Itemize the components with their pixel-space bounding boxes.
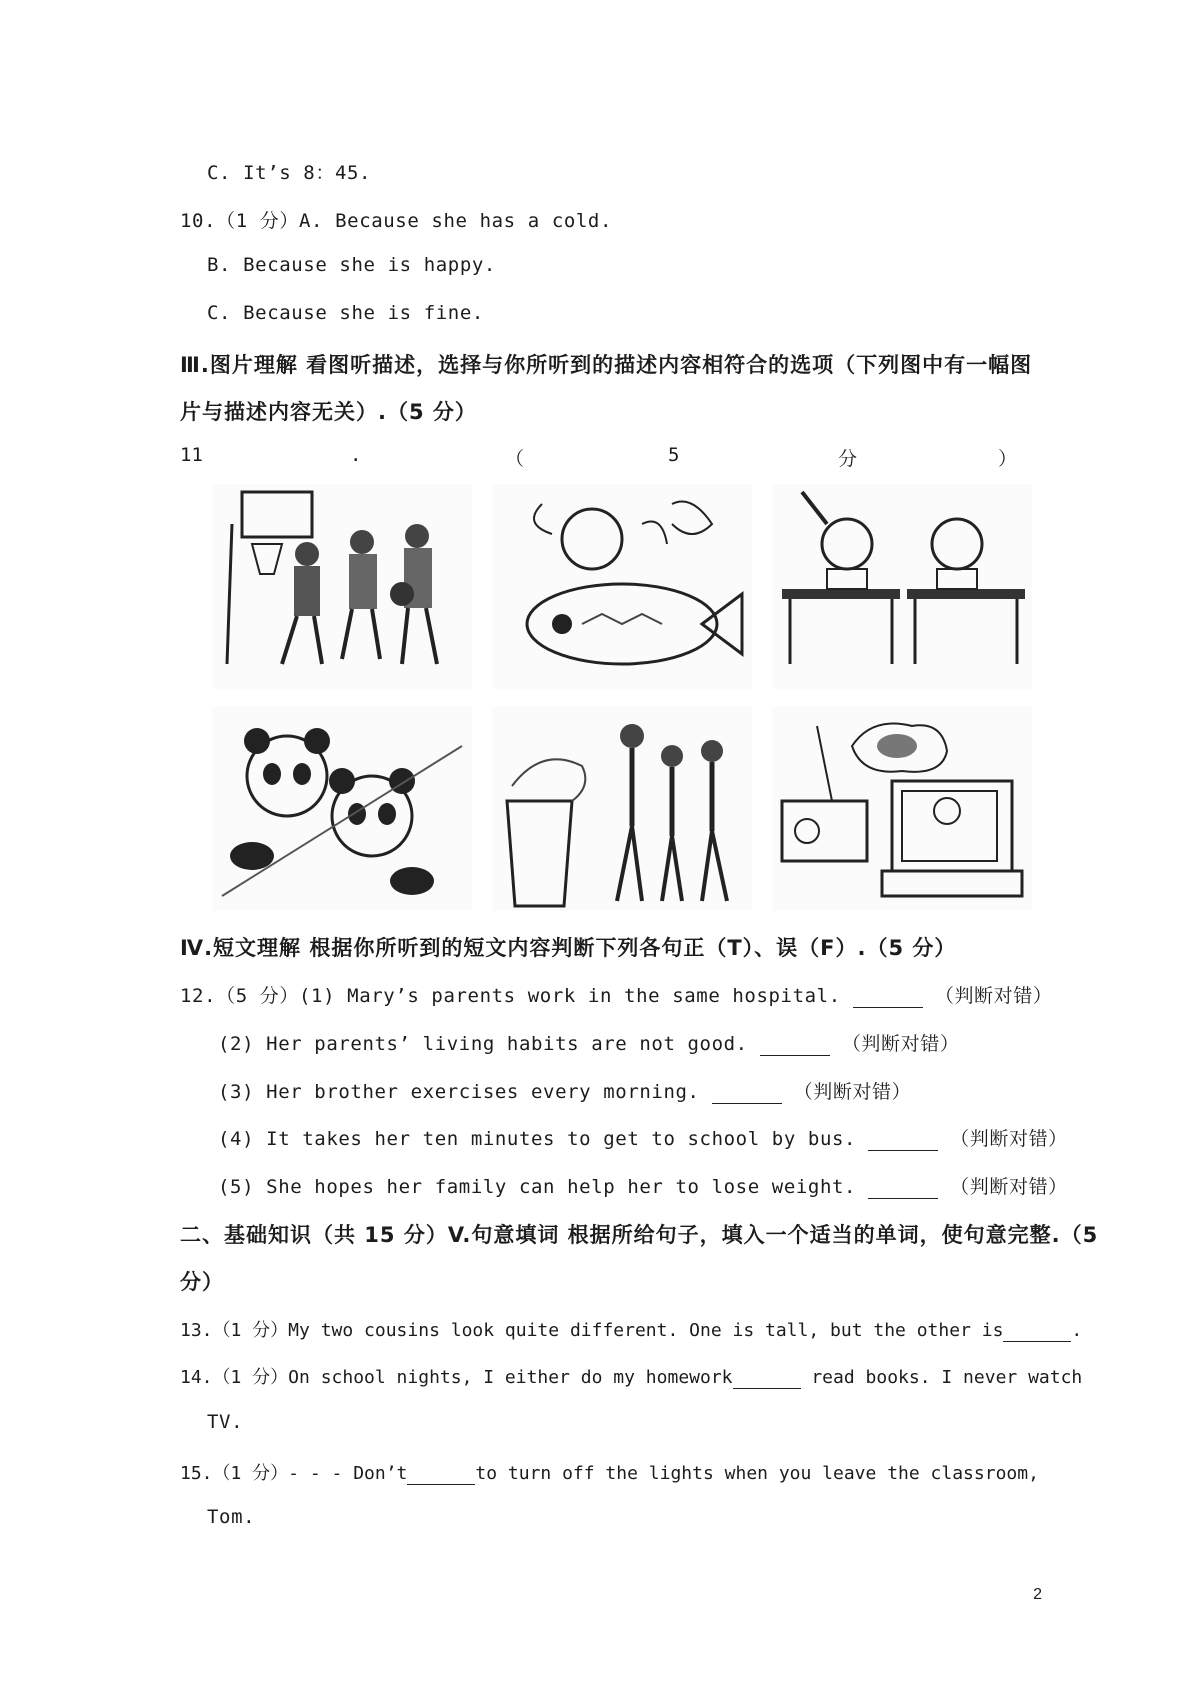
pandas-picture [212, 706, 472, 911]
q12-1-judge-label: （判断对错） [934, 985, 1053, 1007]
section-4-heading: Ⅳ.短文理解 根据你所听到的短文内容判断下列各句正（T）、误（F）.（5 分） [180, 936, 957, 960]
q12-3-blank[interactable] [712, 1081, 782, 1104]
q12-3-judge-label: （判断对错） [793, 1081, 912, 1103]
q12-item-2: (2) Her parents’ living habits are not good. （判断对错） [218, 1033, 960, 1055]
q15-blank[interactable] [407, 1463, 475, 1485]
q12-item-3: (3) Her brother exercises every morning. （判断对错） [218, 1081, 912, 1103]
q12-2-blank[interactable] [760, 1033, 830, 1056]
q9-option-c: C. It’s 8：45. [207, 162, 372, 184]
q12-5-blank[interactable] [868, 1176, 938, 1199]
q12-item-5: (5) She hopes her family can help her to lose weight. （判断对错） [218, 1176, 1068, 1198]
q12-2-judge-label: （判断对错） [841, 1033, 960, 1055]
q10-option-a: 10.（1 分）A. Because she has a cold. [180, 210, 613, 232]
people-rubbish-picture [492, 706, 752, 911]
q14-line2: TV. [207, 1411, 244, 1433]
q12-5-judge-label: （判断对错） [950, 1176, 1068, 1198]
section-3-heading-line1: Ⅲ.图片理解 看图听描述，选择与你所听到的描述内容相符合的选项（下列图中有一幅图 [180, 353, 1033, 377]
q11-lparen: （ [505, 448, 525, 470]
q15-line2: Tom. [207, 1506, 256, 1528]
q11-rparen: ） [998, 448, 1018, 470]
q14-blank[interactable] [733, 1367, 801, 1389]
q12-1-blank[interactable] [853, 985, 923, 1008]
basketball-picture [212, 484, 472, 689]
q13: 13.（1 分）My two cousins look quite different. One is tall, but the other is . [180, 1320, 1083, 1341]
students-picture [772, 484, 1032, 689]
q11-fen: 分 [838, 448, 858, 470]
q10-option-b: B. Because she is happy. [207, 254, 496, 276]
q15-line1: 15.（1 分）- - - Don’t to turn off the lights when you leave the classroom, [180, 1463, 1039, 1484]
q12-4-judge-label: （判断对错） [950, 1128, 1068, 1150]
page-number: 2 [1033, 1586, 1042, 1603]
q13-blank[interactable] [1003, 1320, 1071, 1342]
q12-item-4: (4) It takes her ten minutes to get to school by bus. （判断对错） [218, 1128, 1068, 1150]
section-5-heading-line1: 二、基础知识（共 15 分）V.句意填词 根据所给句子，填入一个适当的单词，使句意完整.（5 [180, 1223, 1099, 1247]
q11-number: 11 [180, 444, 203, 466]
q11-score: 5 [668, 444, 680, 466]
q11-dot: . [350, 444, 362, 466]
fish-boy-picture [492, 484, 752, 689]
q10-option-c: C. Because she is fine. [207, 302, 484, 324]
q12-item-1: 12.（5 分）(1) Mary’s parents work in the same hospital. （判断对错） [180, 985, 1053, 1007]
q12-4-blank[interactable] [868, 1128, 938, 1151]
section-5-heading-line2: 分） [180, 1270, 224, 1294]
section-3-heading-line2: 片与描述内容无关）.（5 分） [180, 400, 477, 424]
radio-tv-picture [772, 706, 1032, 911]
q14-line1: 14.（1 分）On school nights, I either do my homework read books. I never watch [180, 1367, 1083, 1388]
